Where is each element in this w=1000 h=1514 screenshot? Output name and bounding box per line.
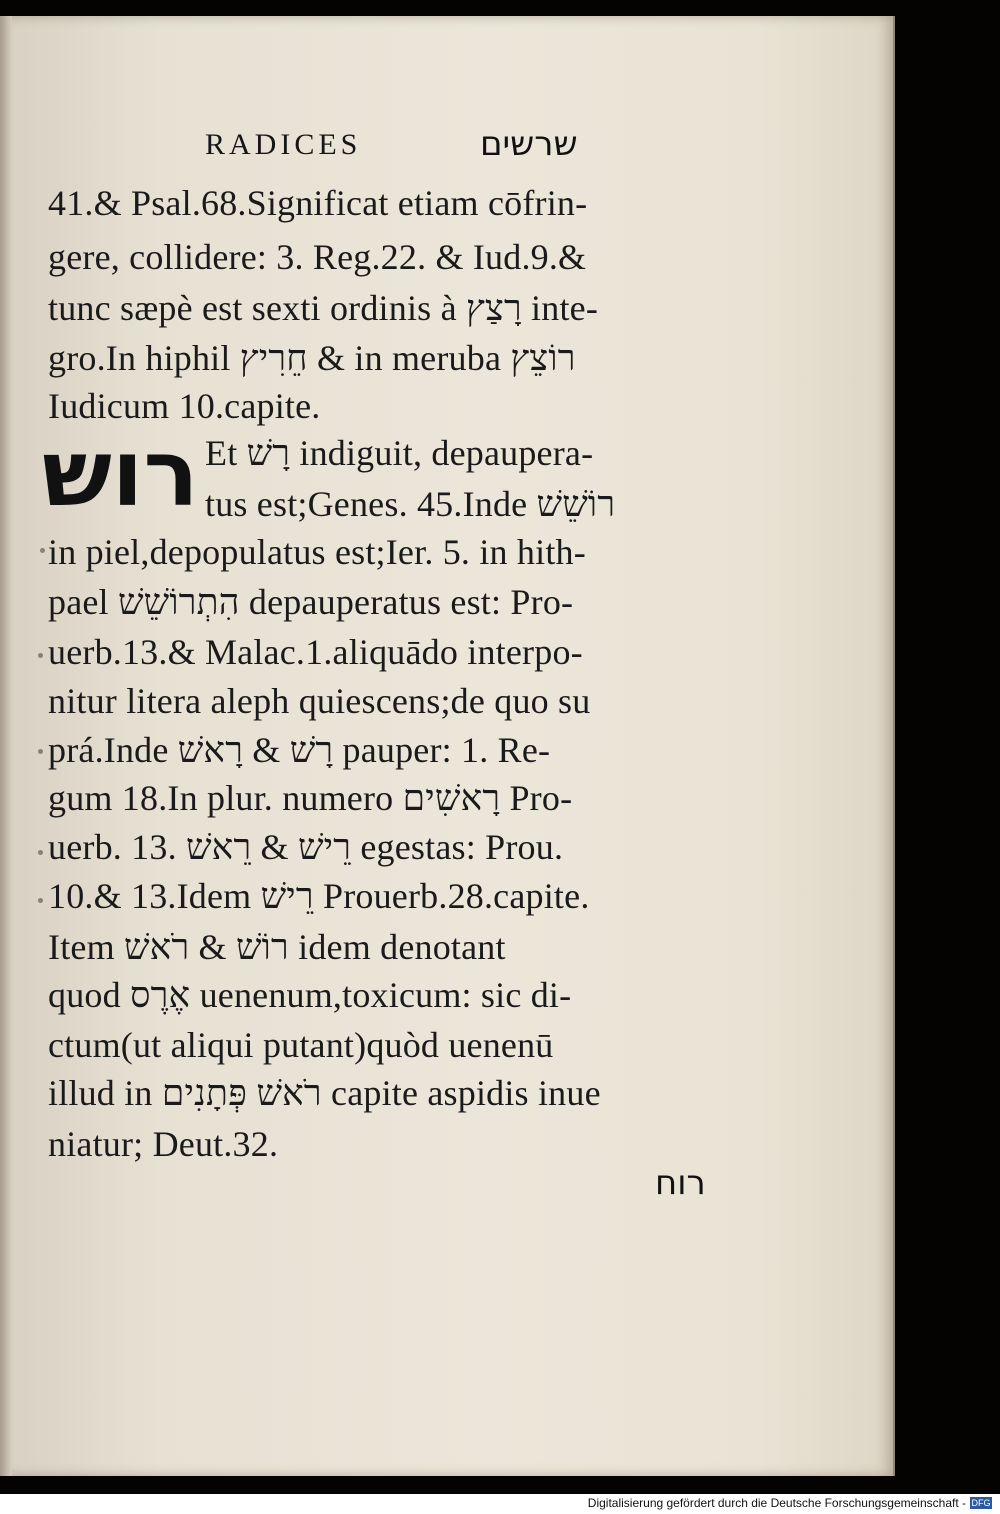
text-line-20: niatur; Deut.32. bbox=[48, 1124, 279, 1164]
text-line-5: Iudicum 10.capite. bbox=[48, 386, 321, 426]
text-line-18: ctum(ut aliqui putant)quòd uenenū bbox=[48, 1025, 554, 1065]
root-heading-hebrew: רוש bbox=[42, 420, 199, 527]
running-head-hebrew: שרשים bbox=[480, 124, 578, 164]
page-spine-shadow bbox=[0, 16, 12, 1476]
text-line-1: 41.& Psal.68.Significat etiam cōfrin- bbox=[48, 183, 588, 223]
text-line-12: prá.Inde רָשׁ & רָאשׁ pauper: 1. Re- bbox=[48, 730, 551, 770]
text-line-7: tus est;Genes. 45.Inde רוֹשֵׁשׁ bbox=[205, 484, 616, 524]
margin-mark bbox=[38, 653, 43, 658]
margin-mark bbox=[40, 548, 45, 553]
text-line-9: pael הִתְרוֹשֵׁשׁ depauperatus est: Pro- bbox=[48, 582, 574, 622]
text-line-3: tunc sæpè est sexti ordinis à רָצַץ inte- bbox=[48, 288, 599, 328]
margin-mark bbox=[38, 749, 43, 754]
dfg-logo-icon: DFG bbox=[971, 1498, 991, 1508]
text-line-19: illud in רֹאשׁ פְּתָנִים capite aspidis inue bbox=[48, 1073, 601, 1113]
text-line-8: in piel,depopulatus est;Ier. 5. in hith- bbox=[48, 532, 586, 572]
text-line-11: nitur litera aleph quiescens;de quo su bbox=[48, 681, 591, 721]
margin-mark bbox=[38, 898, 43, 903]
text-line-15: 10.& 13.Idem רֵישׁ Prouerb.28.capite. bbox=[48, 876, 590, 916]
margin-mark bbox=[38, 850, 43, 855]
text-line-2: gere, collidere: 3. Reg.22. & Iud.9.& bbox=[48, 237, 587, 277]
text-line-14: uerb. 13. רֵישׁ & רֵאשׁ egestas: Prou. bbox=[48, 827, 564, 867]
text-line-6: Et רָשׁ indiguit, depaupera- bbox=[205, 433, 594, 473]
text-line-17: quod אֶרֶס uenenum,toxicum: sic di- bbox=[48, 975, 572, 1015]
text-line-16: Item רוֹשׁ & רֹאשׁ idem denotant bbox=[48, 927, 506, 967]
text-line-4: gro.In hiphil חֵרִיץ & in meruba רוֹצֵץ bbox=[48, 338, 576, 378]
text-line-10: uerb.13.& Malac.1.aliquādo interpo- bbox=[48, 632, 583, 672]
text-line-13: gum 18.In plur. numero רָאשִׁים Pro- bbox=[48, 778, 573, 818]
running-head-latin: RADICES bbox=[205, 128, 362, 161]
digitization-credit: Digitalisierung gefördert durch die Deutsche Forschungsgemeinschaft - bbox=[587, 1496, 966, 1510]
catchword-hebrew: רוח bbox=[655, 1163, 706, 1203]
